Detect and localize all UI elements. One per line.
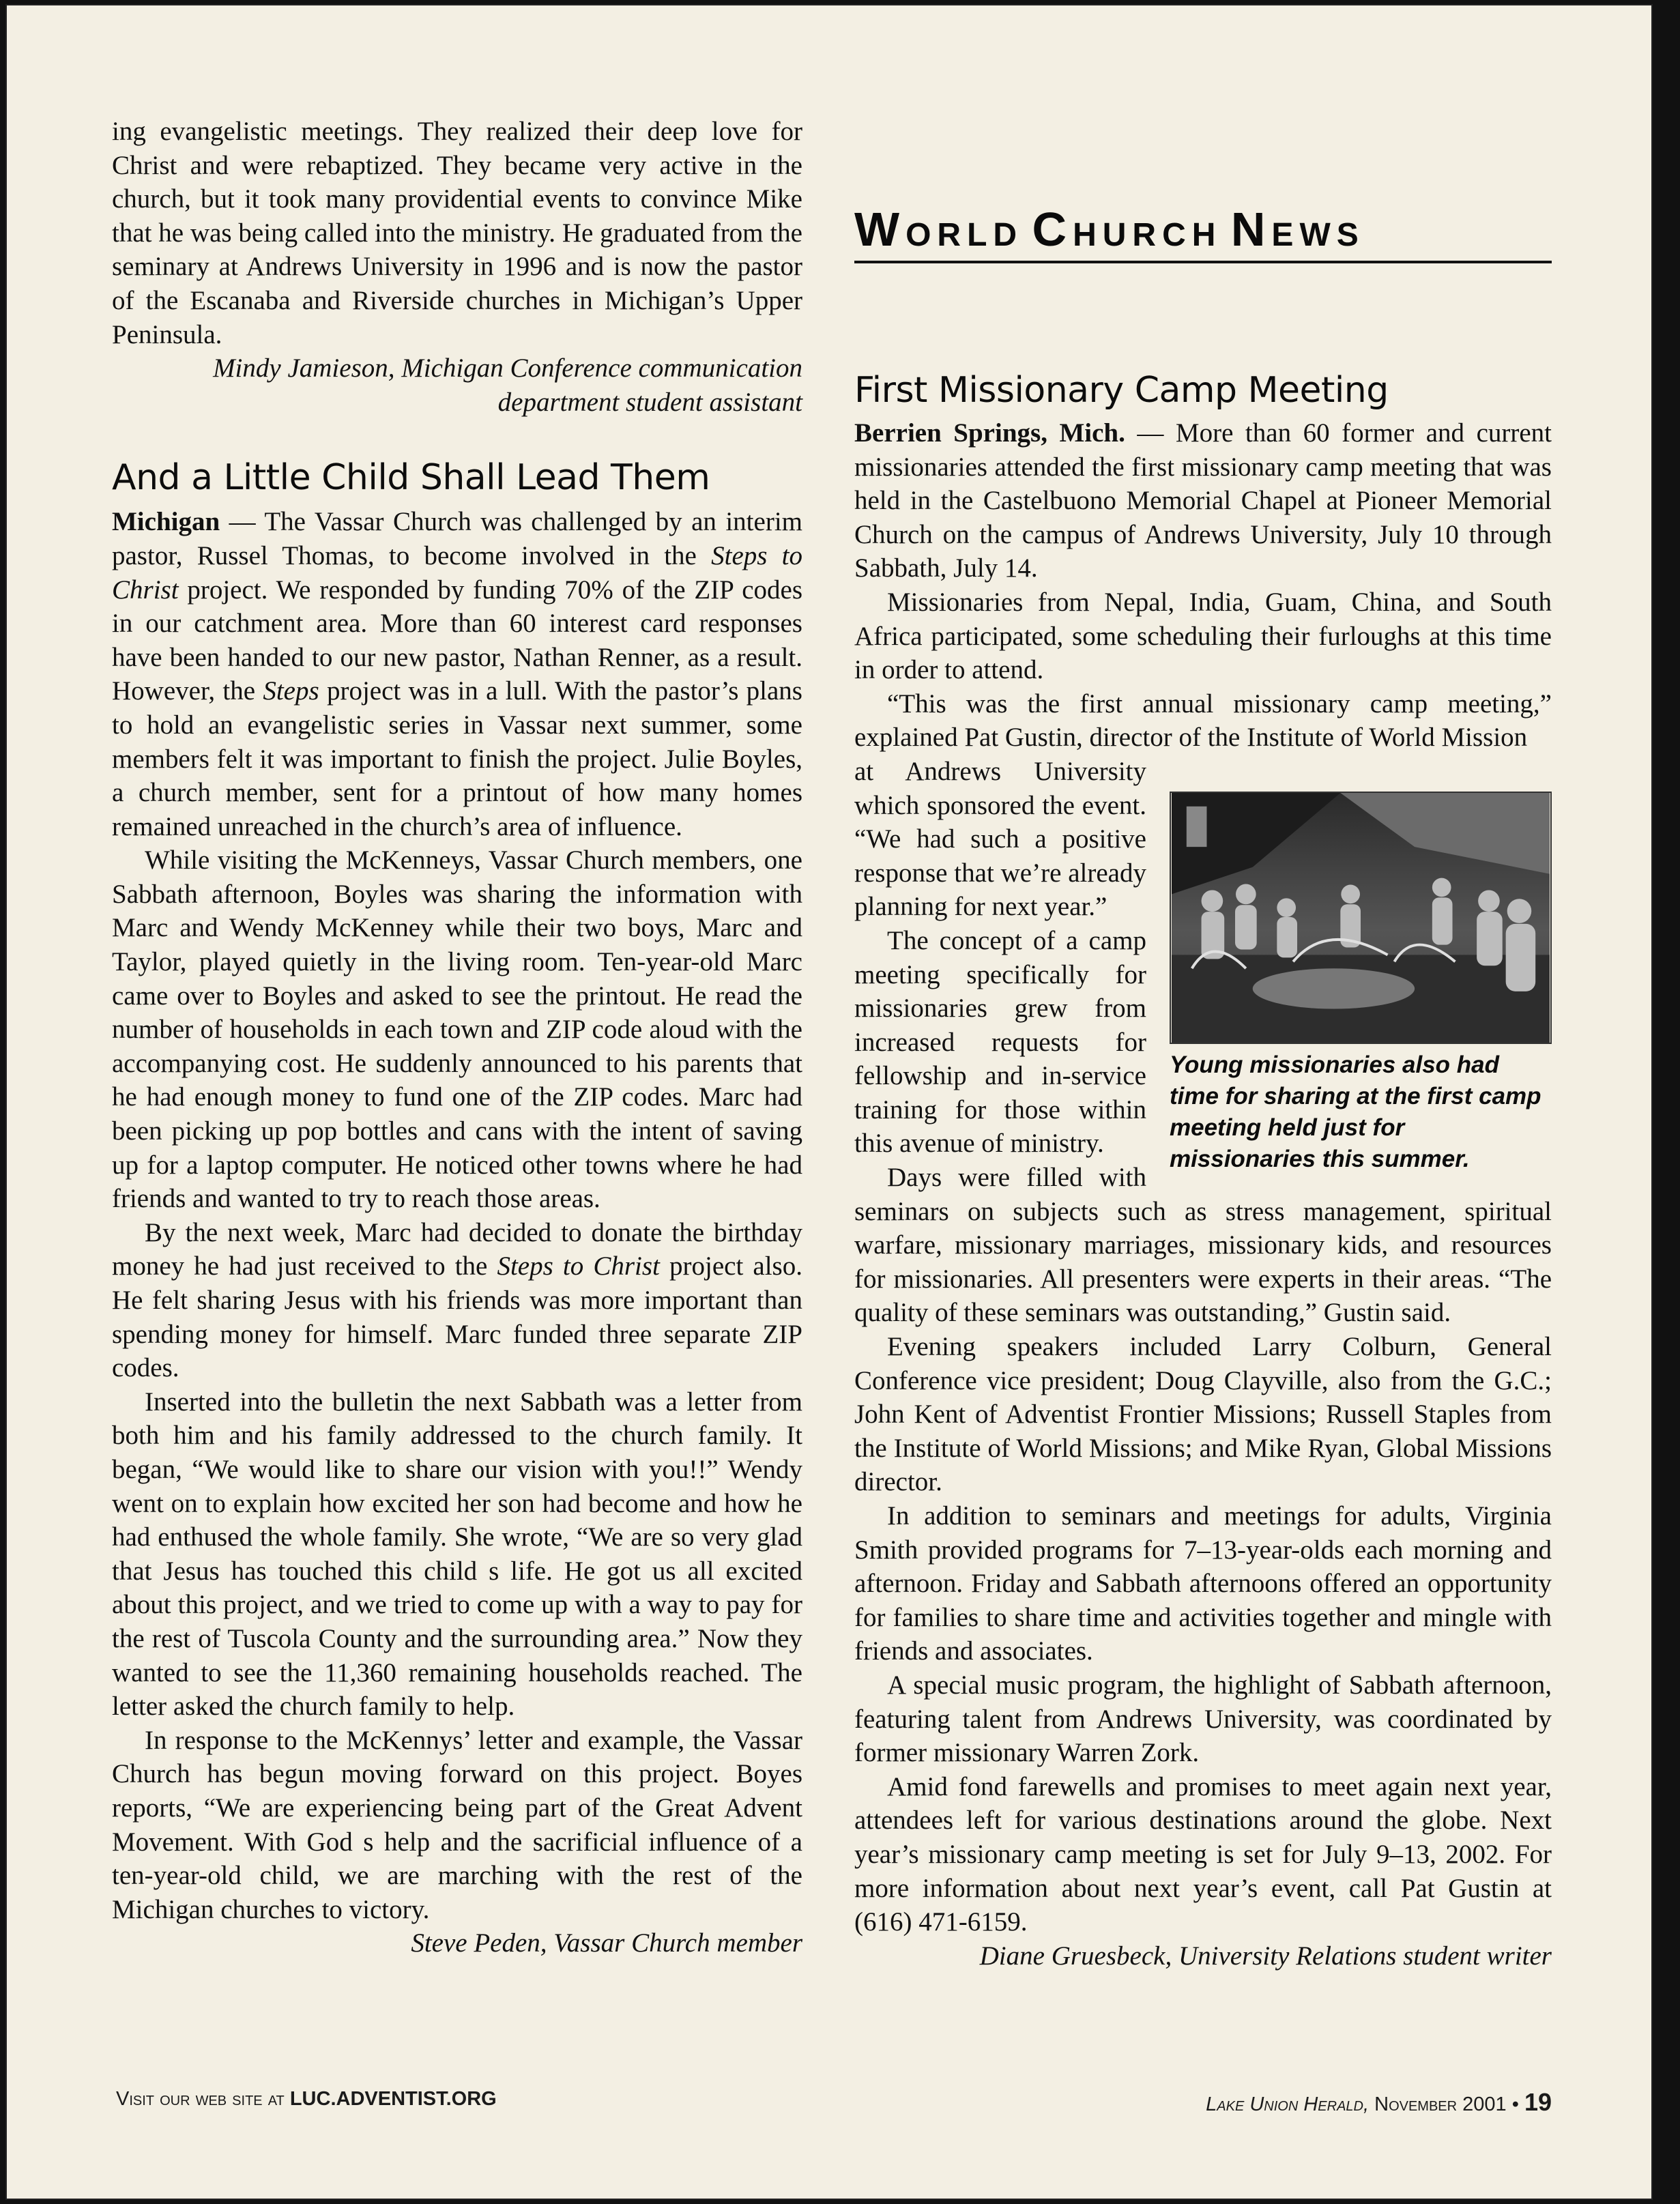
magazine-page [7, 5, 1651, 2199]
story-headline: First Missionary Camp Meeting [854, 370, 1389, 411]
page-number: 19 [1524, 2088, 1552, 2116]
continued-article-byline: Mindy Jamieson, Michigan Conference communication department student assistant [213, 353, 802, 417]
story-paragraph: In response to the McKennys’ letter and example, the Vassar Church has begun moving forward on this project. Boyes reports, “We are experiencing being part of the Great Advent Movement. With God s help and the sacrificial influence of a ten-year-old child, we are marching with the rest of the Michigan churches to victory. [112, 1725, 802, 1924]
publication-name: Lake Union Herald, [1206, 2093, 1370, 2115]
story-byline: Diane Gruesbeck, University Relations student writer [979, 1941, 1552, 1971]
photo-caption: Young missionaries also had time for sharing at the first camp meeting held just for missionaries this summer. [1170, 1051, 1541, 1172]
section-header-world-church-news: WORLD CHURCH NEWS [854, 202, 1552, 263]
story-paragraph: A special music program, the highlight of Sabbath afternoon, featuring talent from Andrews University, was coordinated by former missionary Warren Zork. [854, 1670, 1552, 1768]
story-paragraph: Amid fond farewells and promises to meet again next year, attendees left for various destinations around the globe. Next year’s missionary camp meeting is set for July 9–13, 2002. For more information about next year’s event, call Pat Gustin at (616) 471-6159. [854, 1771, 1552, 1937]
story-paragraph: Berrien Springs, Mich. — More than 60 former and current missionaries attended the first missionary camp meeting that was held in the Castelbuono Memorial Chapel at Pioneer Memorial Church on the campus of Andrews University, July 10 through Sabbath, July 14. [854, 418, 1552, 583]
story-paragraph: While visiting the McKenneys, Vassar Church members, one Sabbath afternoon, Boyles was sharing the information with Marc and Wendy McKenney while their two boys, Marc and Taylor, played quietly in the living room. Ten-year-old Marc came over to Boyles and asked to see the printout. He read the number of households in each town and ZIP code aloud with the accompanying cost. He suddenly announced to his parents that he had enough money to fund one of the ZIP codes. Marc had been picking up pop bottles and cans with the intent of saving up for a laptop computer. He noticed other towns where he had friends and wanted to try to reach those areas. [112, 845, 802, 1214]
footer-folio [854, 2088, 1552, 2117]
missionaries-photo [1170, 792, 1552, 1044]
dateline: Michigan [112, 507, 220, 537]
story-paragraph: Michigan — The Vassar Church was challenged by an interim pastor, Russel Thomas, to become involved in the Steps to Christ project. We responded by funding 70% of the ZIP codes in our catchment area. More than 60 interest card responses have been handed to our new pastor, Nathan Renner, as a result. However, the Steps project was in a lull. With the pastor’s plans to hold an evangelistic series in Vassar next summer, some members felt it was important to finish the project. Julie Boyles, a church member, sent for a printout of how many homes remained unreached in the church’s area of influence. [112, 507, 802, 841]
left-column [112, 115, 802, 1960]
story-paragraph: Evening speakers included Larry Colburn, General Conference vice president; Doug Clayville, also from the G.C.; John Kent of Adventist Frontier Missions; Russell Staples from the Institute of World Missions; and Mike Ryan, Global Missions director. [854, 1332, 1552, 1497]
story-paragraph: Inserted into the bulletin the next Sabbath was a letter from both him and his family addressed to the church family. It began, “We would like to share our vision with you!!” Wendy went on to explain how excited her son had become and how he had enthused the whole family. She wrote, “We are so very glad that Jesus has touched this child s life. He got us all excited about this project, and we tried to come up with a way to pay for the rest of Tuscola County and the surrounding area.” Now they wanted to see the 11,360 remaining households reached. The letter asked the church family to help. [112, 1387, 802, 1722]
story-paragraph: By the next week, Marc had decided to donate the birthday money he had just received to the Steps to Christ project also. He felt sharing Jesus with his friends was more important than spending money for himself. Marc funded three separate ZIP codes. [112, 1217, 802, 1383]
website-link[interactable]: LUC.ADVENTIST.ORG [289, 2088, 497, 2110]
story-paragraph: The concept of a camp meeting specifically for missionaries grew from increased requests for fellowship and in-service training for those within this avenue of ministry. [854, 925, 1146, 1159]
story-byline: Steve Peden, Vassar Church member [411, 1928, 802, 1958]
story-paragraph: Days were filled with seminars on subjects such as stress management, spiritual warfare, missionary marriages, missionary kids, and resources for missionaries. All presenters were experts in their areas. “The quality of these seminars was outstanding,” Gustin said. [854, 1163, 1552, 1328]
story-paragraph: “This was the first annual missionary camp meeting,” explained Pat Gustin, director of the Institute of World Mission [854, 688, 1552, 753]
story-paragraph: In addition to seminars and meetings for adults, Virginia Smith provided programs for 7–13-year-olds each morning and afternoon. Friday and Sabbath afternoons offered an opportunity for families to share time and activities together and mingle with friends and associates. [854, 1501, 1552, 1666]
story-headline: And a Little Child Shall Lead Them [112, 457, 710, 499]
story-paragraph: at Andrews University which sponsored the event. “We had such a positive response that we’re already planning for next year.” [854, 756, 1146, 922]
bullet-separator: • [1511, 2093, 1519, 2115]
story-paragraph: Missionaries from Nepal, India, Guam, China, and South Africa participated, some scheduling their furloughs at this time in order to attend. [854, 587, 1552, 685]
dateline: Berrien Springs, Mich. [854, 418, 1125, 448]
issue-date: November 2001 [1374, 2093, 1507, 2115]
photo-figure [1170, 792, 1552, 1175]
right-column [854, 368, 1552, 1973]
continued-article-text: ing evangelistic meetings. They realized their deep love for Christ and were rebaptized. They became very active in the church, but it took many providential events to convince Mike that he was being called into the ministry. He graduated from the seminary at Andrews University in 1996 and is now the pastor of the Escanaba and Riverside churches in Michigan’s Upper Peninsula. [112, 117, 802, 349]
footer-website: Visit our web site at LUC.ADVENTIST.ORG [116, 2088, 497, 2110]
